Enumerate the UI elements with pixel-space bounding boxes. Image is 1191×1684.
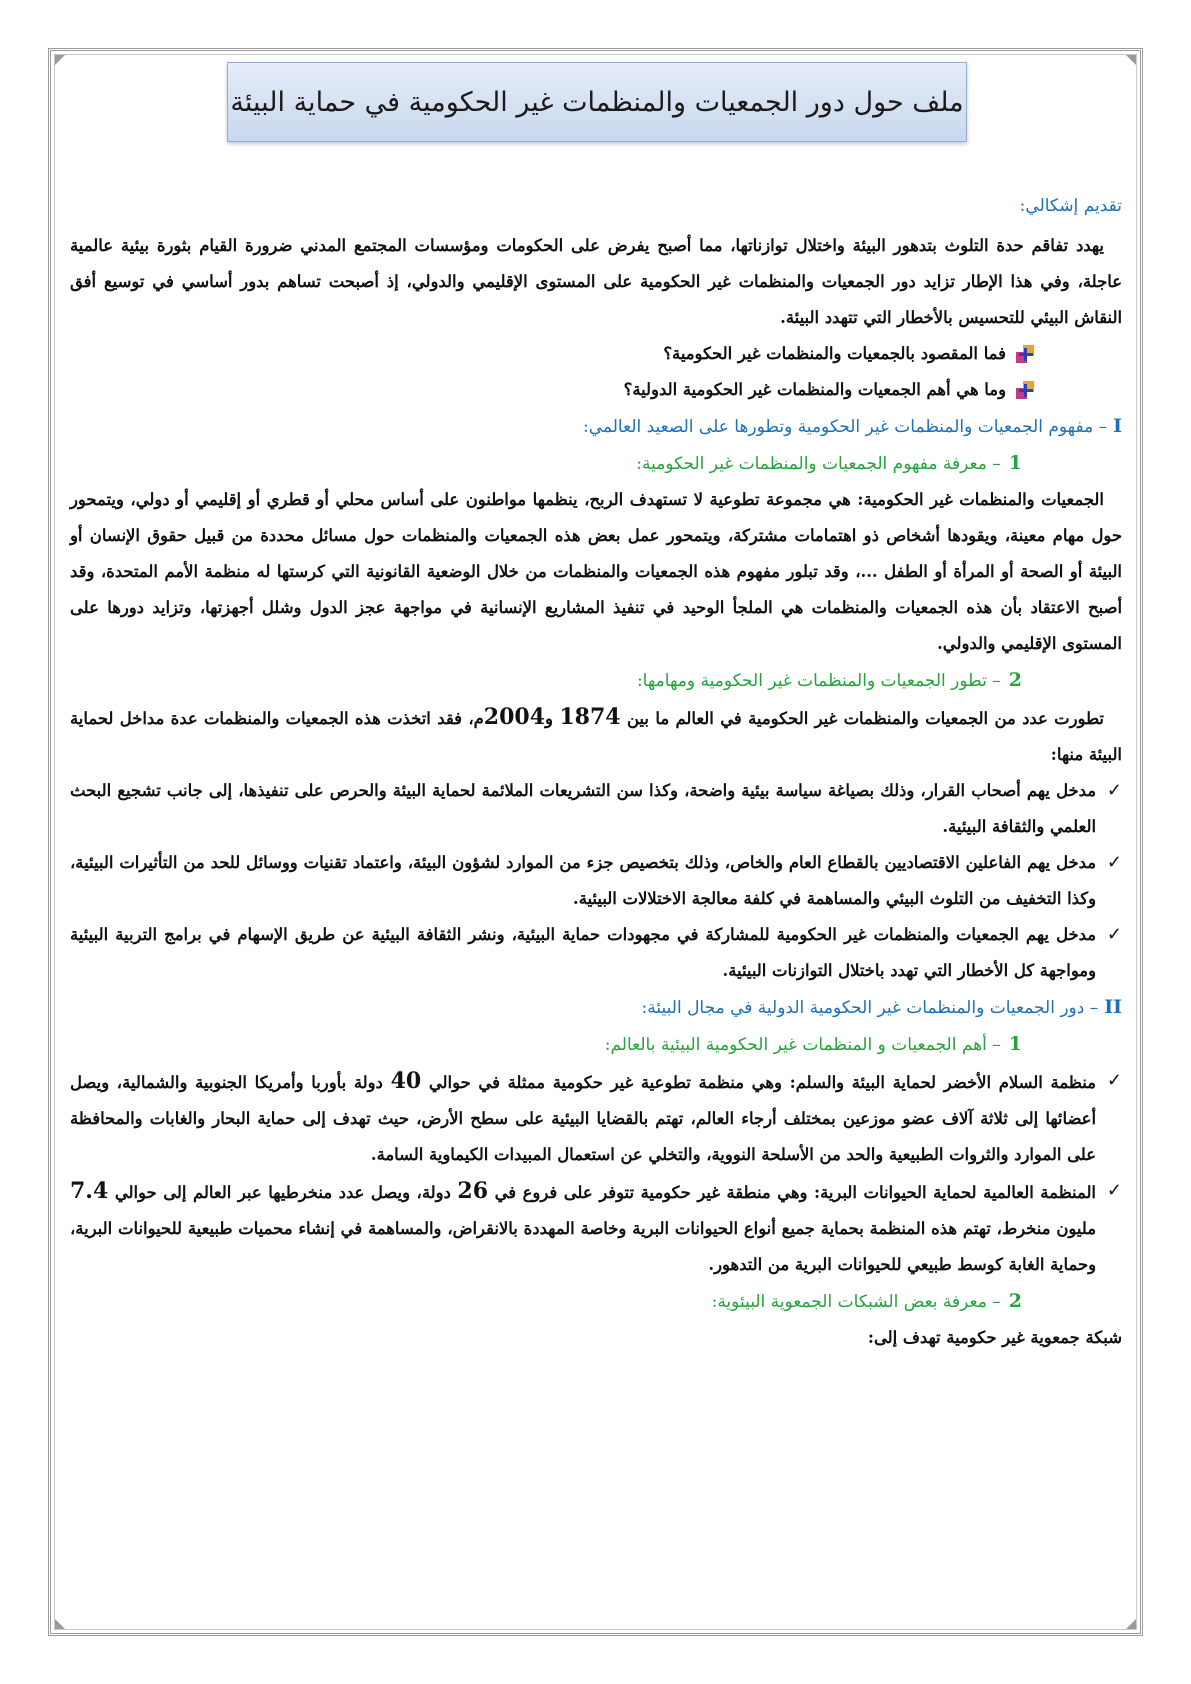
checkmark-icon: ✓ <box>1106 852 1122 873</box>
list-item-text: مدخل يهم الجمعيات والمنظمات غير الحكومية للمشاركة في مجهودات حماية البيئية، ونشر الثقافة البيئية عن طريق الإسهام في برامج التربية البيئية ومواجهة كل الأخطار التي تهدد باختلال التوازنات البيئية. <box>70 925 1096 980</box>
bullet-plus-icon <box>1016 345 1034 363</box>
list-item-text <box>70 1063 1096 1173</box>
subsection-title: – معرفة بعض الشبكات الجمعوية البيئوية: <box>711 1292 1001 1312</box>
list-item-text <box>70 1173 1096 1283</box>
text-run: منظمة السلام الأخضر لحماية البيئة والسلم: وهي منظمة تطوعية غير حكومية ممثلة في حوالي <box>428 1073 1096 1092</box>
subsection-title: – تطور الجمعيات والمنظمات غير الحكومية ومهامها: <box>636 671 1001 691</box>
text-run: دولة بأوربا وأمريكا الجنوبية والشمالية، ويصل أعضائها إلى ثلاثة آلاف عضو موزعين بمختلف أرجاء العالم، تهتم بالقضايا البيئية على سطح الأرض، حيث تهدف إلى حماية البحار والغابات والمحافظة على الموارد والثروات الطبيعية والحد من الأسلحة النووية، والتخلي عن استعمال المبيدات الكيماوية السامة. <box>70 1073 1096 1164</box>
text-run: مليون منخرط، تهتم هذه المنظمة بحماية جميع أنواع الحيوانات البرية وخاصة المهددة بالانقراض، والمساهمة في إنشاء محميات طبيعية للحيوانات البرية، وحماية الغابة كوسط طبيعي للحيوانات البرية من التدهور. <box>70 1219 1096 1274</box>
subsection-number: 1 <box>1008 1033 1022 1055</box>
subsection-number: 2 <box>1008 669 1022 691</box>
checkmark-icon: ✓ <box>1106 780 1122 801</box>
subsection-1-2-heading <box>70 662 1122 699</box>
question-item <box>70 336 1122 372</box>
list-item-text: مدخل يهم أصحاب القرار، وذلك بصياغة سياسة بيئية واضحة، وكذا سن التشريعات الملائمة لحماية البيئة والحرص على تنفيذها، إلى جانب تشجيع البحث العلمي والثقافة البيئية. <box>70 781 1096 836</box>
frame-corner <box>1126 55 1136 65</box>
check-list-item <box>70 1063 1122 1173</box>
evolution-paragraph <box>70 699 1122 773</box>
frame-corner <box>55 1619 65 1629</box>
intro-paragraph: يهدد تفاقم حدة التلوث بتدهور البيئة واختلال توازناتها، مما أصبح يفرض على الحكومات ومؤسسات المجتمع المدني ضرورة القيام بثورة بيئية عالمية عاجلة، وفي هذا الإطار تزايد دور الجمعيات والمنظمات غير الحكومية على المستوى الإقليمي والدولي، إذ أصبحت تساهم بدور أساسي في توسيع أفق النقاش البيئي للتحسيس بالأخطار التي تتهدد البيئة. <box>70 236 1122 327</box>
checkmark-icon: ✓ <box>1106 1180 1122 1201</box>
network-paragraph: شبكة جمعوية غير حكومية تهدف إلى: <box>867 1328 1122 1347</box>
list-item-text: مدخل يهم الفاعلين الاقتصاديين بالقطاع العام والخاص، وذلك بتخصيص جزء من الموارد لشؤون البيئة، واعتماد تقنيات ووسائل للحد من التأثيرات البيئية، وكذا التخفيف من التلوث البيئي والمساهمة في كلفة معالجة الاختلالات البيئية. <box>70 853 1096 908</box>
section-number: I <box>1113 415 1122 437</box>
text-run: تطورت عدد من الجمعيات والمنظمات غير الحكومية في العالم ما بين <box>626 709 1104 728</box>
subsection-number: 2 <box>1008 1290 1022 1312</box>
document-title: ملف حول دور الجمعيات والمنظمات غير الحكومية في حماية البيئة <box>230 86 964 118</box>
country-count: 40 <box>390 1068 422 1094</box>
question-text: فما المقصود بالجمعيات والمنظمات غير الحكومية؟ <box>663 344 1006 363</box>
document-body <box>70 188 1122 1356</box>
question-text: وما هي أهم الجمعيات والمنظمات غير الحكومية الدولية؟ <box>623 380 1006 399</box>
document-title-box <box>227 62 967 142</box>
text-run: المنظمة العالمية لحماية الحيوانات البرية: وهي منطقة غير حكومية تتوفر على فروع في <box>494 1183 1096 1202</box>
subsection-title: – أهم الجمعيات و المنظمات غير الحكومية البيئية بالعالم: <box>604 1035 1001 1055</box>
year-end: 2004 <box>483 704 546 730</box>
year-start: 1874 <box>559 704 621 730</box>
question-item <box>70 372 1122 408</box>
check-list-item <box>70 773 1122 845</box>
section-number: II <box>1104 996 1122 1018</box>
subsection-title: – معرفة مفهوم الجمعيات والمنظمات غير الحكومية: <box>636 454 1001 474</box>
bullet-plus-icon <box>1016 381 1034 399</box>
section-title: – دور الجمعيات والمنظمات غير الحكومية الدولية في مجال البيئة: <box>641 998 1099 1018</box>
subsection-2-2-heading <box>70 1283 1122 1320</box>
text-run: دولة، ويصل عدد منخرطيها عبر العالم إلى حوالي <box>114 1183 451 1202</box>
intro-heading: تقديم إشكالي: <box>1019 196 1122 216</box>
subsection-number: 1 <box>1008 452 1022 474</box>
branch-count: 26 <box>457 1178 489 1204</box>
text-run: و <box>545 709 553 728</box>
text-run: م، فقد اتخذت هذه الجمعيات والمنظمات عدة مداخل لحماية البيئة منها: <box>70 709 1122 764</box>
subsection-1-1-heading <box>70 445 1122 482</box>
check-list-item <box>70 845 1122 917</box>
frame-corner <box>1126 1619 1136 1629</box>
check-list-item <box>70 917 1122 989</box>
subsection-2-1-heading <box>70 1026 1122 1063</box>
checkmark-icon: ✓ <box>1106 924 1122 945</box>
frame-corner <box>55 55 65 65</box>
definition-paragraph: الجمعيات والمنظمات غير الحكومية: هي مجموعة تطوعية لا تستهدف الربح، ينظمها مواطنون على أساس محلي أو قطري أو إقليمي أو دولي، ويتمحور حول مهام معينة، ويقودها أشخاص ذو اهتمامات مشتركة، ويتمحور عمل بعض هذه الجمعيات والمنظمات حول مسائل محددة من قبيل حقوق الإنسان أو البيئة أو الصحة أو المرأة أو الطفل ...، وقد تبلور مفهوم هذه الجمعيات والمنظمات من خلال الوضعية القانونية التي كرستها له منظمة الأمم المتحدة، وقد أصبح الاعتقاد بأن هذه الجمعيات والمنظمات هي الملجأ الوحيد في تنفيذ المشاريع الإنسانية في مواجهة عجز الدول وشلل أجهزتها، وتزايد دورها على المستوى الإقليمي والدولي. <box>70 490 1122 653</box>
section-2-heading <box>70 989 1122 1026</box>
section-1-heading <box>70 408 1122 445</box>
check-list-item <box>70 1173 1122 1283</box>
checkmark-icon: ✓ <box>1106 1070 1122 1091</box>
member-count: 7.4 <box>70 1178 109 1204</box>
section-title: – مفهوم الجمعيات والمنظمات غير الحكومية وتطورها على الصعيد العالمي: <box>583 417 1108 437</box>
